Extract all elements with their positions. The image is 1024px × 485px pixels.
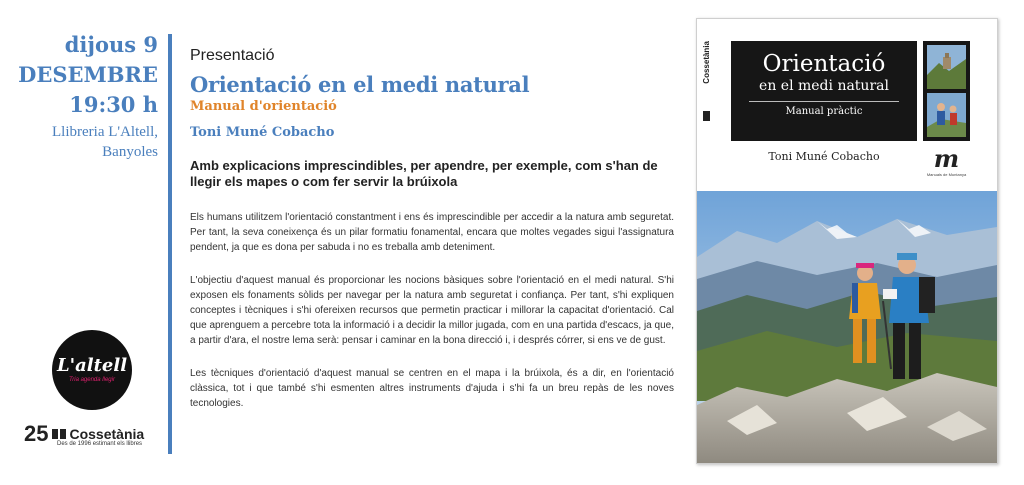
cover-author: Toni Muné Cobacho	[768, 150, 880, 163]
event-venue-line1: Llibreria L'Altell,	[52, 124, 158, 140]
event-venue	[18, 122, 158, 162]
hikers-mountain-photo	[697, 191, 997, 463]
series-emblem-icon: m	[933, 144, 960, 173]
series-emblem-caption: Manuals de Muntanya	[926, 172, 967, 177]
cover-series: Manual pràctic	[785, 106, 863, 117]
castle-thumbnail-image	[927, 45, 966, 89]
event-venue-line2: Banyoles	[102, 144, 158, 160]
paragraph: L'objectiu d'aquest manual és proporcionar les nocions bàsiques sobre l'orientació en el medi natural. S'hi exposen els fonaments sòlids per navegar per la natura amb seguretat i confiança. Per tant, s'hi expliquen conceptes i tècniques i s'hi ofereixen recursos que permetin practicar i millorar la capacitat d'orientació. Cal que aprenguem a percebre tota la informació i a decidir la millor jugada, com en una partida d'escacs, ja que, a partir d'ara, el nostre lema serà: pensar i caminar en la bona direcció i, i després córrer, si ens ve de gust.	[190, 275, 674, 346]
book-cover	[696, 18, 998, 464]
cover-publisher-mark-icon	[703, 111, 710, 121]
publisher-mark-icon	[52, 429, 66, 439]
event-day: dijous 9	[64, 32, 158, 57]
anniversary-number: 25	[24, 421, 49, 446]
cover-thumbnails	[923, 41, 970, 141]
divider-bar	[168, 34, 172, 454]
publisher-tagline: Des de 1996 estimant els llibres	[57, 441, 143, 447]
paragraph: Les tècniques d'orientació d'aquest manual se centren en el mapa i la brúixola, és a dir, en l'orientació clàssica, tot i que també s'hi esmenten altres instruments d'ajuda i s'hi fa un breu repàs de les noves tecnologies.	[190, 368, 674, 409]
hikers-thumbnail-image	[927, 93, 966, 137]
publisher-logo	[24, 423, 144, 445]
publisher-name: Cossetània	[69, 426, 145, 442]
cover-title-line1: Orientació	[762, 51, 886, 77]
section-label: Presentació	[190, 47, 275, 64]
cover-title-line2: en el medi natural	[759, 78, 889, 94]
paragraph: Els humans utilitzem l'orientació constantment i ens és imprescindible per accedir a la natura amb seguretat. Per tant, la seva coneixença és un pilar formatiu fonamental, encara que moltes vegades sigui l'assignatura pendent, ja que es dona per sabuda i no es treballa amb deteniment.	[190, 212, 674, 253]
altell-logo	[52, 330, 132, 410]
book-subtitle: Manual d'orientació	[190, 99, 337, 114]
cover-rule	[749, 101, 899, 102]
book-author: Toni Muné Cobacho	[190, 125, 335, 140]
lead-text: Amb explicacions imprescindibles, per apendre, per exemple, com s'han de llegir els mapes o com fer servir la brúixola	[190, 158, 658, 189]
presentation-content	[190, 46, 674, 411]
altell-logo-tagline: Tria agenda llegir	[69, 377, 115, 383]
book-title: Orientació en el medi natural	[190, 72, 530, 97]
event-time: 19:30 h	[69, 92, 158, 117]
event-month: DESEMBRE	[18, 62, 158, 87]
cover-spine-label: Cossetània	[702, 41, 711, 84]
cover-title-box	[731, 41, 917, 141]
altell-logo-name: L'altell	[56, 355, 128, 376]
event-details	[18, 30, 158, 162]
